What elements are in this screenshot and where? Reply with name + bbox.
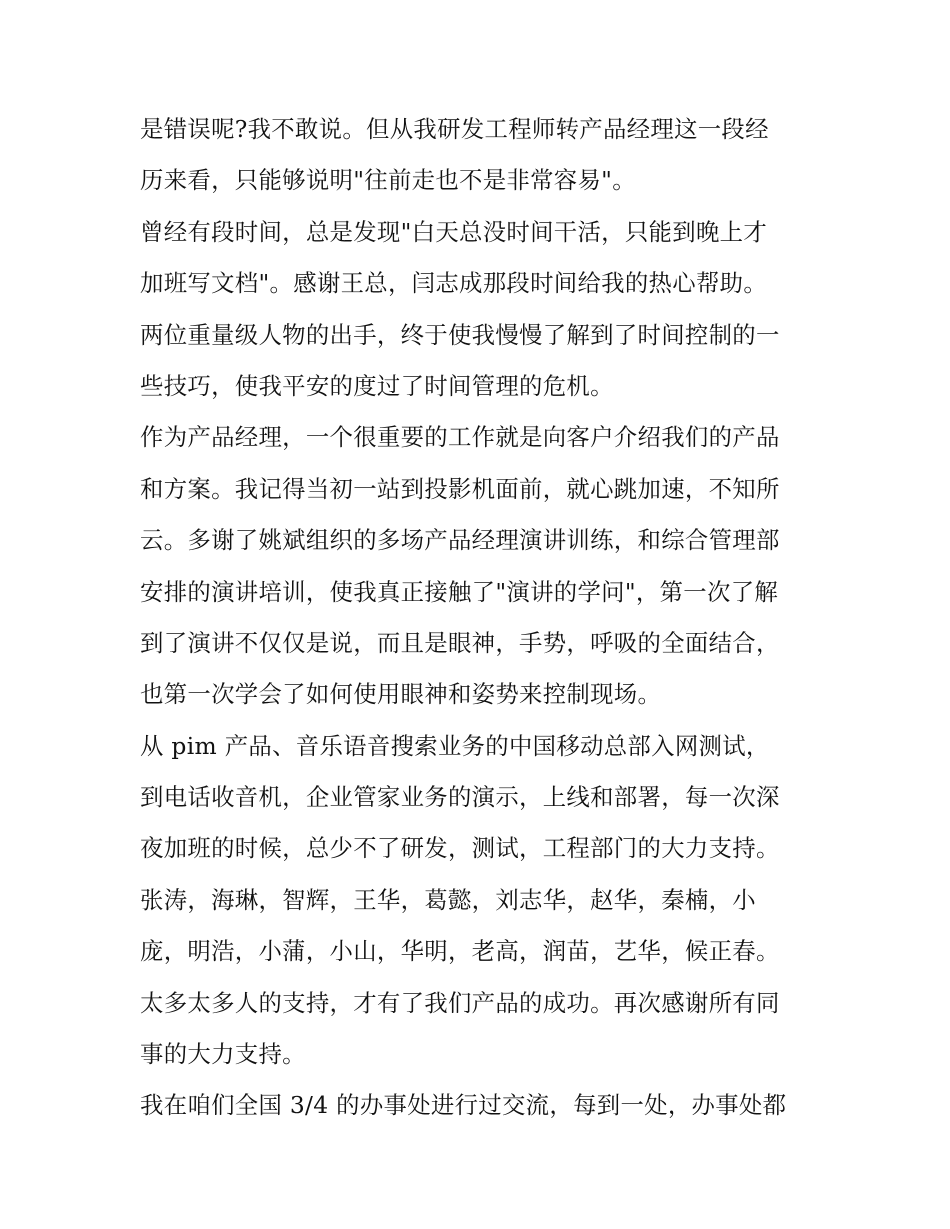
text-line: 两位重量级人物的出手，终于使我慢慢了解到了时间控制的一 — [140, 320, 780, 349]
text-line: 到电话收音机，企业管家业务的演示，上线和部署，每一次深 — [140, 783, 780, 812]
text-line: 是错误呢?我不敢说。但从我研发工程师转产品经理这一段经 — [140, 115, 769, 143]
text-line: 夜加班的时候，总少不了研发，测试，工程部门的大力支持。 — [140, 834, 780, 863]
text-line: 加班写文档"。感谢王总，闫志成那段时间给我的热心帮助。 — [140, 269, 768, 298]
text-line: 也第一次学会了如何使用眼神和姿势来控制现场。 — [140, 680, 662, 709]
text-line: 我在咱们全国 3/4 的办事处进行过交流，每到一处，办事处都 — [140, 1091, 787, 1120]
text-line: 和方案。我记得当初一站到投影机面前，就心跳加速，不知所 — [140, 474, 780, 503]
text-line: 历来看，只能够说明"往前走也不是非常容易"。 — [140, 166, 636, 195]
document-body — [140, 104, 820, 1132]
text-line: 张涛，海琳，智辉，王华，葛懿，刘志华，赵华，秦楠，小 — [140, 885, 756, 914]
text-line: 事的大力支持。 — [140, 1040, 306, 1069]
text-line: 安排的演讲培训，使我真正接触了"演讲的学问"，第一次了解 — [140, 577, 779, 606]
text-line: 作为产品经理，一个很重要的工作就是向客户介绍我们的产品 — [140, 423, 780, 452]
text-line: 到了演讲不仅仅是说，而且是眼神，手势，呼吸的全面结合， — [140, 628, 780, 657]
text-line: 云。多谢了姚斌组织的多场产品经理演讲训练，和综合管理部 — [140, 526, 780, 555]
text-line: 曾经有段时间，总是发现"白天总没时间干活，只能到晚上才 — [140, 217, 768, 246]
text-line: 从 pim 产品、音乐语音搜索业务的中国移动总部入网测试， — [140, 731, 770, 760]
text-line: 些技巧，使我平安的度过了时间管理的危机。 — [140, 371, 614, 400]
text-line: 庞，明浩，小蒲，小山，华明，老高，润苗，艺华，候正春。 — [140, 937, 780, 966]
text-line: 太多太多人的支持，才有了我们产品的成功。再次感谢所有同 — [140, 988, 780, 1017]
